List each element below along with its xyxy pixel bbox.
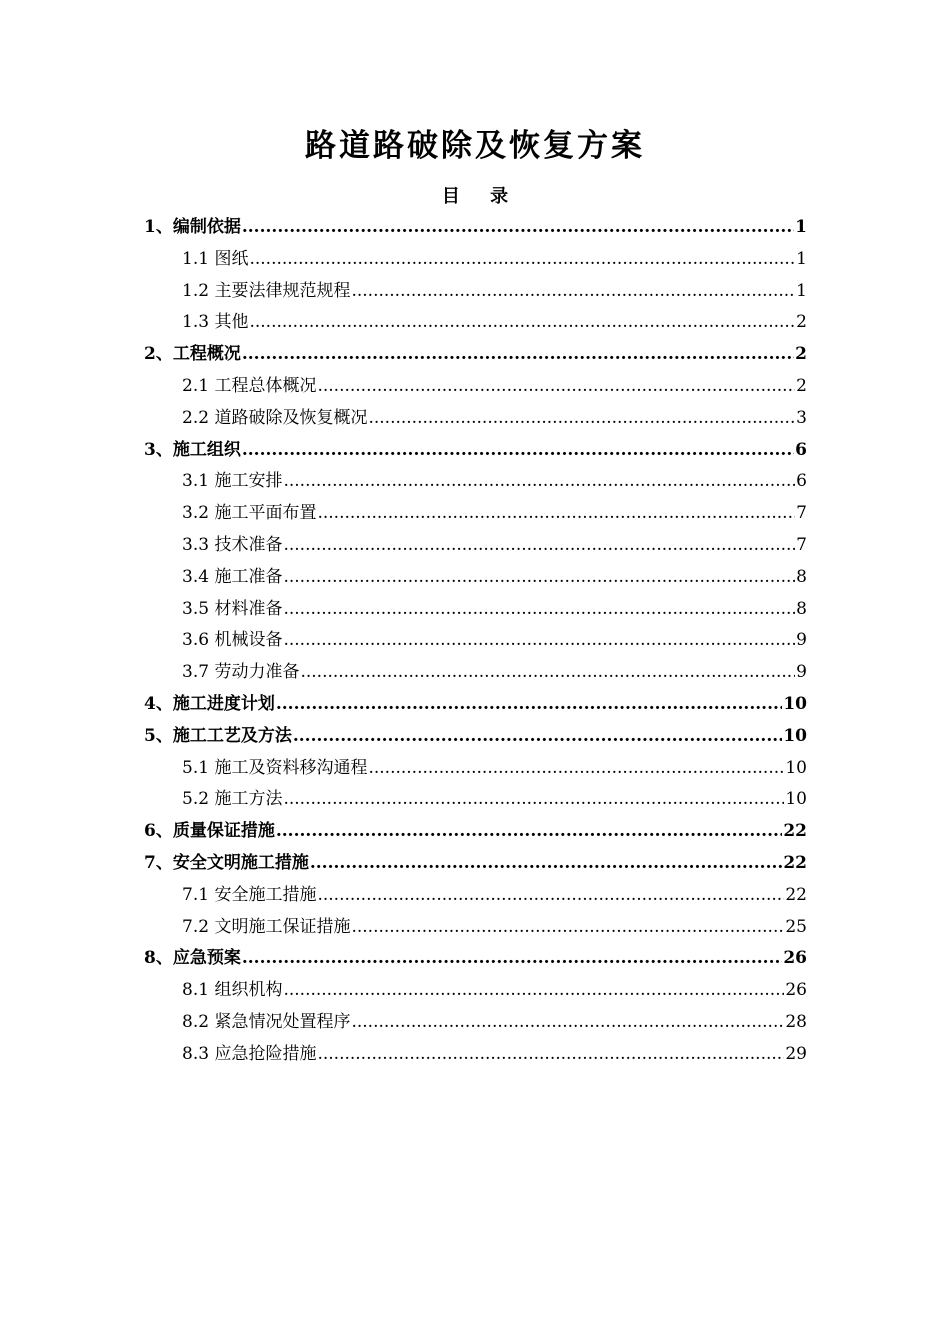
toc-page-number: 2 [796, 375, 807, 396]
toc-page-number: 8 [796, 598, 807, 619]
toc-dot-leader [351, 1007, 784, 1039]
toc-dot-leader [242, 212, 794, 244]
toc-dot-leader [317, 371, 795, 403]
toc-page-number: 28 [785, 1011, 807, 1032]
toc-page-number: 10 [783, 693, 807, 714]
toc-page-number: 7 [796, 534, 807, 555]
toc-page-number: 1 [795, 217, 807, 237]
toc-page-number: 1 [796, 248, 807, 269]
toc-dot-leader [283, 975, 784, 1007]
toc-subsection-entry[interactable] [144, 753, 807, 785]
toc-dot-leader [242, 943, 782, 975]
toc-subsection-entry[interactable] [144, 594, 807, 626]
toc-entry-label: 3.2 施工平面布置 [182, 503, 317, 524]
toc-page-number: 2 [796, 312, 807, 333]
toc-entry-label: 7.2 文明施工保证措施 [182, 916, 351, 937]
toc-subsection-entry[interactable] [144, 880, 807, 912]
toc-dot-leader [242, 339, 794, 371]
toc-page-number: 6 [795, 439, 807, 460]
toc-dot-leader [242, 435, 794, 467]
toc-page-number: 6 [796, 471, 807, 492]
toc-dot-leader [249, 307, 795, 339]
toc-dot-leader [276, 816, 782, 848]
toc-dot-leader [368, 753, 784, 785]
toc-entry-label: 3、施工组织 [144, 439, 241, 460]
toc-dot-leader [317, 498, 795, 530]
toc-entry-label: 5.1 施工及资料移沟通程 [182, 757, 368, 778]
toc-page-number: 8 [796, 566, 807, 587]
toc-page-number: 9 [796, 662, 807, 683]
toc-subsection-entry[interactable] [144, 1039, 807, 1071]
toc-subsection-entry[interactable] [144, 276, 807, 308]
toc-section-entry[interactable] [144, 943, 807, 975]
toc-subsection-entry[interactable] [144, 244, 807, 276]
toc-section-entry[interactable] [144, 721, 807, 753]
toc-entry-label: 3.7 劳动力准备 [182, 662, 300, 683]
toc-dot-leader [249, 244, 795, 276]
toc-dot-leader [317, 1039, 784, 1071]
toc-page-number: 26 [783, 948, 807, 969]
toc-page-number: 26 [785, 980, 807, 1001]
toc-entry-label: 3.4 施工准备 [182, 566, 283, 587]
toc-page-number: 10 [785, 757, 807, 778]
toc-entry-label: 3.3 技术准备 [182, 534, 283, 555]
toc-dot-leader [283, 594, 795, 626]
toc-entry-label: 1.2 主要法律规范规程 [182, 280, 351, 301]
toc-entry-label: 8.3 应急抢险措施 [182, 1043, 317, 1064]
toc-subsection-entry[interactable] [144, 912, 807, 944]
toc-entry-label: 1.3 其他 [182, 312, 249, 333]
toc-subsection-entry[interactable] [144, 975, 807, 1007]
toc-entry-label: 4、施工进度计划 [144, 693, 275, 714]
toc-page-number: 22 [785, 884, 807, 905]
toc-dot-leader [293, 721, 782, 753]
toc-page-number: 25 [785, 916, 807, 937]
toc-subsection-entry[interactable] [144, 625, 807, 657]
toc-entry-label: 8、应急预案 [144, 948, 241, 969]
toc-dot-leader [283, 784, 784, 816]
toc-page-number: 7 [796, 503, 807, 524]
toc-subsection-entry[interactable] [144, 784, 807, 816]
toc-page-number: 10 [785, 789, 807, 810]
toc-dot-leader [283, 562, 795, 594]
toc-section-entry[interactable] [144, 848, 807, 880]
toc-entry-label: 3.1 施工安排 [182, 471, 283, 492]
toc-dot-leader [300, 657, 795, 689]
toc-entry-label: 8.2 紧急情况处置程序 [182, 1011, 351, 1032]
toc-dot-leader [276, 689, 782, 721]
toc-dot-leader [283, 530, 795, 562]
toc-dot-leader [351, 276, 795, 308]
toc-subsection-entry[interactable] [144, 530, 807, 562]
toc-entry-label: 2、工程概况 [144, 344, 241, 365]
toc-dot-leader [310, 848, 782, 880]
toc-section-entry[interactable] [144, 816, 807, 848]
toc-subsection-entry[interactable] [144, 562, 807, 594]
toc-entry-label: 1、编制依据 [144, 217, 241, 237]
toc-entry-label: 3.5 材料准备 [182, 598, 283, 619]
toc-subsection-entry[interactable] [144, 466, 807, 498]
toc-page-number: 10 [783, 725, 807, 746]
toc-entry-label: 7、安全文明施工措施 [144, 852, 309, 873]
toc-section-entry[interactable] [144, 689, 807, 721]
toc-subsection-entry[interactable] [144, 657, 807, 689]
toc-entry-label: 1.1 图纸 [182, 248, 249, 269]
toc-page-number: 2 [795, 344, 807, 365]
toc-subsection-entry[interactable] [144, 498, 807, 530]
toc-entry-label: 5.2 施工方法 [182, 789, 283, 810]
toc-entry-label: 6、质量保证措施 [144, 821, 275, 842]
toc-dot-leader [368, 403, 795, 435]
toc-page-number: 22 [783, 852, 807, 873]
toc-page-number: 3 [796, 407, 807, 428]
toc-subsection-entry[interactable] [144, 403, 807, 435]
toc-section-entry[interactable] [144, 339, 807, 371]
toc-dot-leader [283, 466, 795, 498]
toc-entry-label: 2.2 道路破除及恢复概况 [182, 407, 368, 428]
document-title: 路道路破除及恢复方案 [305, 128, 645, 164]
toc-entry-label: 7.1 安全施工措施 [182, 884, 317, 905]
toc-page-number: 1 [796, 280, 807, 301]
toc-subsection-entry[interactable] [144, 307, 807, 339]
toc-entry-label: 2.1 工程总体概况 [182, 375, 317, 396]
toc-heading: 目 录 [441, 186, 521, 207]
toc-page-number: 9 [796, 630, 807, 651]
toc-page-number: 22 [783, 821, 807, 842]
toc-section-entry[interactable] [144, 212, 807, 244]
toc-subsection-entry[interactable] [144, 371, 807, 403]
toc-entry-label: 8.1 组织机构 [182, 980, 283, 1001]
toc-page-number: 29 [785, 1043, 807, 1064]
table-of-contents [144, 212, 807, 1071]
toc-subsection-entry[interactable] [144, 1007, 807, 1039]
toc-entry-label: 5、施工工艺及方法 [144, 725, 292, 746]
toc-dot-leader [351, 912, 784, 944]
toc-section-entry[interactable] [144, 435, 807, 467]
toc-dot-leader [283, 625, 795, 657]
toc-dot-leader [317, 880, 784, 912]
toc-entry-label: 3.6 机械设备 [182, 630, 283, 651]
